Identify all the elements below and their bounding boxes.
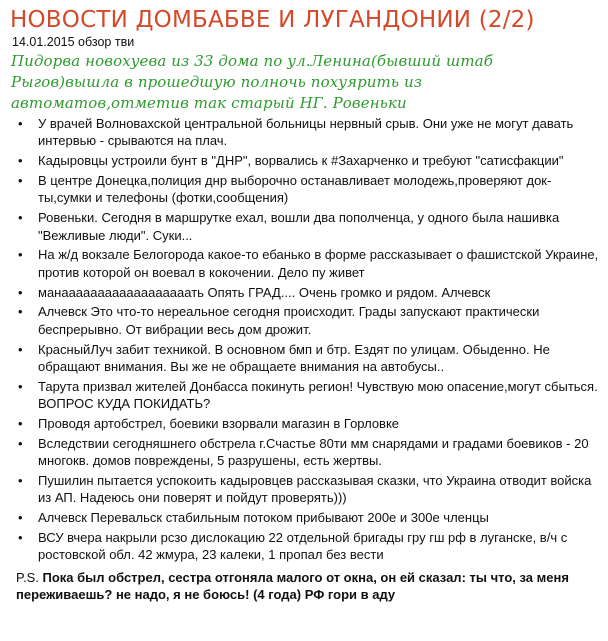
bullet-icon: • bbox=[18, 173, 23, 188]
bullet-icon: • bbox=[18, 510, 23, 526]
list-item-text: У врачей Волновахской центральной больницы нервный срыв. Они уже не могут давать интервью - срываются на плач. bbox=[38, 116, 574, 149]
list-item-text: Проводя артобстрел, боевики взорвали магазин в Горловке bbox=[38, 416, 400, 432]
list-item bbox=[18, 152, 600, 169]
list-item bbox=[18, 415, 600, 432]
date-line: 14.01.2015 обзор тви bbox=[12, 35, 135, 49]
intro-text: Пидорва новохуева из 33 дома по ул.Ленина(бывший штаб Рыгов)вышла в прошедшую полночь похуярить из автоматов,отметив так старый НГ. Ровеньки bbox=[11, 52, 493, 112]
list-item bbox=[18, 209, 600, 244]
bullet-icon: • bbox=[18, 153, 23, 169]
list-item-text: Ровеньки. Сегодня в маршрутке ехал, вошли два пополченца, у одного была нашивка "Вежливые люди". Суки... bbox=[38, 210, 560, 243]
bullet-icon: • bbox=[18, 341, 23, 357]
bullet-icon: • bbox=[18, 435, 23, 451]
list-item bbox=[18, 529, 600, 564]
list-item bbox=[18, 284, 600, 301]
list-item-text: Пушилин пытается успокоить кадыровцев рассказывая сказки, что Украина отводит войска из АП. Надеюсь они поверят и пойдут проверять))) bbox=[38, 473, 592, 506]
postscript bbox=[16, 569, 600, 604]
bullet-icon: • bbox=[18, 116, 23, 131]
list-item bbox=[18, 246, 600, 281]
list-item bbox=[18, 303, 600, 338]
list-item-text: Алчевск Перевальск стабильным потоком прибывают 200е и 300е членцы bbox=[38, 510, 489, 526]
bullet-icon: • bbox=[18, 210, 23, 226]
bullet-icon: • bbox=[18, 284, 23, 300]
bullet-icon: • bbox=[18, 247, 23, 263]
list-item bbox=[18, 509, 600, 526]
list-item-text: Тарута призвал жителей Донбасса покинуть регион! Чувствую мою опасение,могут сбыться. ВОПРОС КУДА ПОКИДАТЬ? bbox=[38, 378, 598, 412]
list-item-text: манаааааааааааааааааать Опять ГРАД.... Очень громко и рядом. Алчевск bbox=[38, 284, 491, 300]
list-item-text: ВСУ вчера накрыли рсзо дислокацию 22 отдельной бригады гру гш рф в луганске, в/ч с ростовской обл. 42 жмура, 23 калеки, 1 пропал без вести bbox=[38, 530, 568, 563]
list-item-text: На ж/д вокзале Белогорода какое-то ебанько в форме рассказывает о фашистской Украине, против которой он воевал в кокочении. Дело пу живет bbox=[38, 247, 599, 280]
bullet-icon: • bbox=[18, 473, 23, 489]
bullet-icon: • bbox=[18, 304, 23, 320]
list-item bbox=[18, 115, 600, 150]
list-item bbox=[18, 341, 600, 376]
news-list bbox=[8, 115, 600, 564]
list-item-text: КрасныйЛуч забит техникой. В основном бмп и бтр. Ездят по улицам. Обыденно. Не обращают внимания. Вы же не обращаете внимания на автобусы.. bbox=[38, 341, 550, 375]
list-item bbox=[18, 435, 600, 470]
ps-label: P.S. bbox=[16, 569, 39, 585]
bullet-icon: • bbox=[18, 378, 23, 394]
list-item bbox=[18, 378, 600, 413]
list-item-text: В центре Донецка,полиция днр выборочно останавливает молодежь,проверяют док-ты,сумки и телефоны (фотки,сообщения) bbox=[38, 173, 552, 206]
list-item-text: Кадыровцы устроили бунт в "ДНР", ворвались к #Захарченко и требуют "сатисфакции" bbox=[38, 153, 564, 169]
list-item bbox=[18, 172, 600, 207]
list-item bbox=[18, 472, 600, 507]
list-item-text: Вследствии сегодняшнего обстрела г.Счастье 80ти мм снарядами и градами боевиков - 20 многокв. домов повреждены, 5 разрушены, есть жертвы. bbox=[38, 435, 589, 469]
bullet-icon: • bbox=[18, 530, 23, 546]
list-item-text: Алчевск Это что-то нереальное сегодня происходит. Грады запускают практически беспрерывно. От вибрации весь дом дрожит. bbox=[38, 304, 540, 337]
bullet-icon: • bbox=[18, 416, 23, 432]
page-title: НОВОСТИ ДОМБАБВЕ И ЛУГАНДОНИИ (2/2) bbox=[10, 7, 535, 33]
ps-text: Пока был обстрел, сестра отгоняла малого от окна, он ей сказал: ты что, за меня переживаешь? не надо, я не боюсь! (4 года) РФ гори в аду bbox=[16, 569, 569, 603]
